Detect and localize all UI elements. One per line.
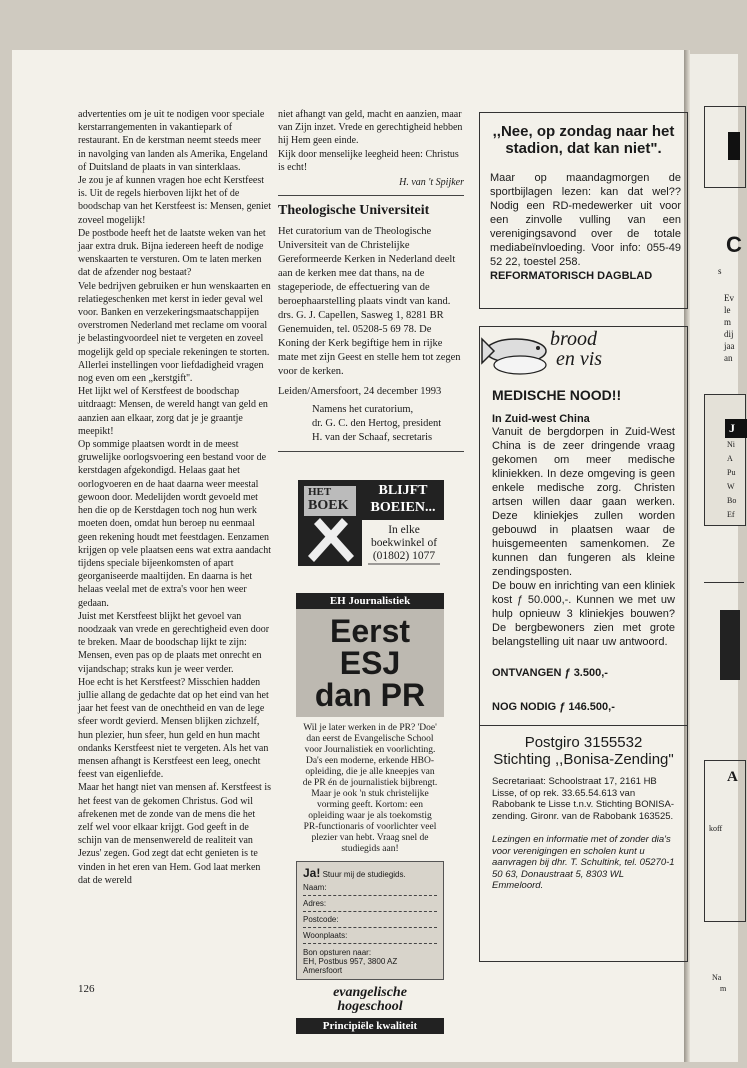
paragraph: De postbode heeft het de laatste weken van het jaar extra druk. Bijna iedereen heeft de nodige wenskaarten te versturen. Om te laten merken dat de afzender nog bestaat?: [78, 227, 266, 279]
logo-line: en vis: [556, 348, 603, 370]
facing-divider: [704, 582, 744, 583]
paragraph: Je zou je af kunnen vragen hoe echt Kerstfeest is. Uit de regels hierboven lijkt het of de boodschap van het Kerstfeest is: Mensen, geniet zoveel mogelijk!: [78, 175, 272, 226]
ad-footer: REFORMATORISCH DAGBLAD: [490, 270, 653, 282]
boek-ad-title: BLIJFT BOEIEN...: [370, 483, 436, 515]
esj-ad: [296, 593, 444, 1032]
facing-fragment: m: [720, 984, 727, 993]
page-number: 126: [78, 983, 95, 995]
facing-page-box-3: [704, 760, 746, 922]
facing-fragment: dij: [724, 329, 734, 339]
coupon-field[interactable]: Postcode:: [303, 915, 437, 928]
announcement-body: Het curatorium van de Theologische Universiteit van de Christelijke Gereformeerde Kerken in Nederland deelt aan de kerken mee dat thans, na de stageperiode, de effectuering van de beroephaarstelling plaats vindt van kand. drs. G. J. Capellen, Sasweg 1, 8281 BR Genemuiden, tel. 05208-5 69 78. De Koning der Kerk begiftige hem in rijke mate met zijn Geest en stelle hem tot zegen voor de kerken.: [278, 226, 461, 378]
reformatorisch-dagblad-ad: [479, 112, 688, 309]
logo-line: brood: [550, 328, 598, 350]
paragraph: niet afhangt van geld, macht en aanzien, maar van Zijn inzet. Vrede en gerechtigheid hebben hij Hem geen einde.: [278, 109, 463, 147]
coupon-header: [303, 866, 437, 880]
facing-fragment: m: [724, 317, 732, 327]
slogan: Principiële kwaliteit: [296, 1018, 444, 1034]
secretariat: Secretariaat: Schoolstraat 17, 2161 HB Lisse, of op rek. 33.65.54.613 van Rabobank te Lisse t.n.v. Stichting BONISA-zending. Gironr. van de Rabobank 163525.: [492, 776, 674, 822]
paragraph: Vele bedrijven gebruiken er hun wenskaarten en relatiegeschenken met kerst in ieder geval wel voor. Banken en verzekeringsmaatschappijen overstromen Nederland met reclame om vooral je belastingvoordeel niet te vergeten en zoveel mogelijk geld op speciale rekeningen te storten. Allerlei instellingen voor liefdadigheid vragen nog even om een „kerstgift''.: [78, 280, 271, 385]
facing-page-box-2: [704, 394, 746, 526]
facing-fragment: W: [727, 482, 735, 491]
facing-fragment: Ni: [727, 440, 735, 449]
postgiro-block: [492, 734, 675, 768]
article-column-2: [278, 108, 464, 458]
brood-en-vis-logo: [480, 327, 687, 381]
coupon-address: EH, Postbus 957, 3800 AZ Amersfoort: [303, 957, 398, 975]
signer-line: H. van der Schaaf, secretaris: [312, 431, 433, 443]
facing-fragment: A: [727, 769, 738, 785]
facing-fragment: le: [724, 305, 731, 315]
paragraph: Op sommige plaatsen wordt in de meest gruwelijke oorlogsvoering een bestand voor de kerstdagen afgekondigd. Helaas gaat het oorlogvoeren en de haat daarna weer meestal gewoon door. Medelijden wordt gevoeld met hen die op de Kerstdagen toch nog hun werk moeten doen, omdat hun beroep nu eenmaal geen rekening houdt met feestdagen. Eenzamen krijgen op vele plaatsen eens wat extra aandacht tijdens speciale bijeenkomsten of apart georganiseerde maaltijden. En daarna is het helaas veelal met de extra's voor hen weer gedaan.: [78, 439, 271, 609]
received-amount: ONTVANGEN ƒ 3.500,-: [492, 667, 608, 679]
coupon-field[interactable]: Adres:: [303, 899, 437, 912]
article-column-1: [78, 108, 271, 887]
book-cover-line: BOEK: [308, 498, 349, 513]
facing-page: [690, 54, 742, 1062]
coupon-send: Bon opsturen naar:: [303, 948, 372, 957]
facing-fragment: an: [724, 353, 733, 363]
paragraph: Hoe echt is het Kerstfeest? Misschien hadden jullie allang de gedachte dat op het eind van het jaar het feest van de onechtheid en van de lege sfeer wordt gevierd. Mensen blijken zichzelf, hun plezier, hun sfeer, hun geld en hun macht ondanks Kerstfeest niet te vergeten. Als het van mensen afhangt is Kerstfeest een leeg, onecht feest van eigenliefde.: [78, 676, 269, 781]
ad-subtitle: In Zuid-west China: [492, 413, 590, 425]
esj-ad-header: EH Journalistiek: [296, 593, 444, 609]
divider: [278, 195, 464, 196]
paragraph: Juist met Kerstfeest blijkt het gevoel van noodzaak van vrede en gerechtigheid even door te breken. Maar de boodschap lijkt te zijn: Mensen, even pas op de plaats met onrecht en vijandschap; straks kun je weer verder.: [78, 610, 270, 675]
signers: [278, 403, 464, 445]
book-cover-title: [308, 486, 348, 514]
foundation-name: Stichting ,,Bonisa-Zending": [493, 751, 674, 768]
facing-fragment: J: [725, 419, 747, 438]
place-date: Leiden/Amersfoort, 24 december 1993: [278, 386, 442, 398]
headline-line: Eerst ESJ: [329, 613, 411, 681]
divider: [278, 451, 464, 452]
facing-photo: [720, 610, 740, 680]
author-signature: H. van 't Spijker: [399, 177, 464, 189]
esj-ad-body: Wil je later werken in de PR? 'Doe' dan eerst de Evangelische School voor Journalistiek en voorlichting. Da's een moderne, erkende HBO-opleiding, die je alle kneepjes van de PR én de journalistiek bijbrengt. Maar je ook 'n stuk christelijke vorming geeft. Kortom: een opleiding waar je als toekomstig PR-functionaris of voorlichter veel plezier van hebt. Vraag snel de studiegids aan!: [302, 723, 438, 854]
facing-fragment: s: [718, 266, 722, 276]
facing-fragment-list-2: [712, 972, 726, 994]
needed-amount: NOG NODIG ƒ 146.500,-: [492, 701, 615, 713]
facing-fragment: Pu: [727, 468, 736, 477]
section-heading: Theologische Universiteit: [278, 203, 430, 219]
headline-line: dan PR: [314, 677, 426, 713]
coupon-field[interactable]: Woonplaats:: [303, 931, 437, 944]
facing-fragment: Ef: [727, 510, 735, 519]
facing-fragment: A: [727, 454, 733, 463]
studiegids-coupon: [296, 861, 444, 980]
ad-body: Vanuit de bergdorpen in Zuid-West China is de zeer dringende vraag gekomen om meer medische kliniekken. In deze omgeving is geen enkele medische zorg. Christen artsen willen daar gaan werken. Deze kliniekjes zullen worden gebouwd in plaatsen waar de huisgemeenten samenkomen. Ze kunnen dan fungeren als kleine zendingsposten.: [492, 426, 675, 578]
coupon-ja: Ja!: [303, 866, 321, 880]
facing-page-block: [728, 132, 740, 160]
esj-ad-headline: [296, 609, 444, 717]
lecture-info: Lezingen en informatie met of zonder dia's voor verenigingen en scholen kunt u aanvragen bij dhr. T. Schultink, tel. 05270-1 50 63, Donaustraat 5, 8303 WL Emmeloord.: [492, 834, 675, 891]
signer-line: Namens het curatorium,: [312, 403, 414, 415]
coupon-head: Stuur mij de studiegids.: [322, 870, 406, 879]
paragraph: Kijk door menselijke leegheid heen: Christus is echt!: [278, 148, 459, 173]
school-name-line: evangelische: [333, 985, 407, 1000]
paragraph: Het lijkt wel of Kerstfeest de boodschap uitdraagt: Mensen, de wereld hangt van geld en aanzien aan elkaar, zorg dat je je graantje meepikt!: [78, 386, 268, 437]
divider: [480, 725, 687, 726]
logo-text: [550, 329, 602, 369]
paragraph: Maar het hangt niet van mensen af. Kerstfeest is het feest van de gekomen Christus. God wil afrekenen met de zonde van de mens die het zelf wel voor elkaar krijgt. God geeft in de schijn van de mensenwereld de realiteit van Jezus' zegen. God zegt dat echt genieten is te vinden in het eren van Hem. God laat merken dat de wereld: [78, 782, 271, 886]
boek-ad-text: In elke boekwinkel of (01802) 1077: [370, 524, 438, 562]
school-logo: [296, 986, 444, 1014]
postgiro-number: Postgiro 3155532: [524, 734, 643, 751]
ad-body: [480, 171, 687, 283]
facing-fragment: Ev: [724, 293, 734, 303]
ad-title: MEDISCHE NOOD!!: [492, 387, 622, 403]
ad-body: De bouw en inrichting van een kliniek kost ƒ 50.000,-. Kunnen we met uw hulp opnieuw 3 kliniekjes bouwen? De bergbewoners zien met grote belangstelling uit naar uw antwoord.: [492, 580, 675, 648]
facing-fragment-list: [724, 292, 735, 364]
ad-title: ,,Nee, op zondag naar het stadion, dat kan niet".: [492, 123, 675, 157]
facing-fragment: koff: [709, 824, 723, 833]
coupon-field[interactable]: Naam:: [303, 883, 437, 896]
facing-fragment: Bo: [727, 496, 737, 505]
facing-page-letter: C: [726, 232, 742, 257]
ad-body-text: Maar op maandagmorgen de sportbijlagen lezen: kan dat wel?? Nodig een RD-medewerker uit voor een zinvolle vulling van een verenigingsavond over de totale mediabeïnvloeding. Voor info: 055-49 52 22, toestel 258.: [490, 172, 681, 268]
book-cover-line: HET: [308, 486, 332, 498]
school-name-line: hogeschool: [337, 999, 403, 1014]
signer-line: dr. G. C. den Hertog, president: [312, 417, 442, 429]
medische-nood-ad: [479, 326, 688, 962]
het-boek-ad: [296, 474, 444, 569]
paragraph: advertenties om je uit te nodigen voor speciale kerstarrangementen in vakantiepark of restaurant. En de kerstman neemt steeds meer in navolging van landen als Amerika, Engeland of Duitsland de plaats in van sinterklaas.: [78, 109, 268, 173]
facing-fragment: Na: [712, 973, 722, 982]
facing-fragment: jaa: [724, 341, 735, 351]
